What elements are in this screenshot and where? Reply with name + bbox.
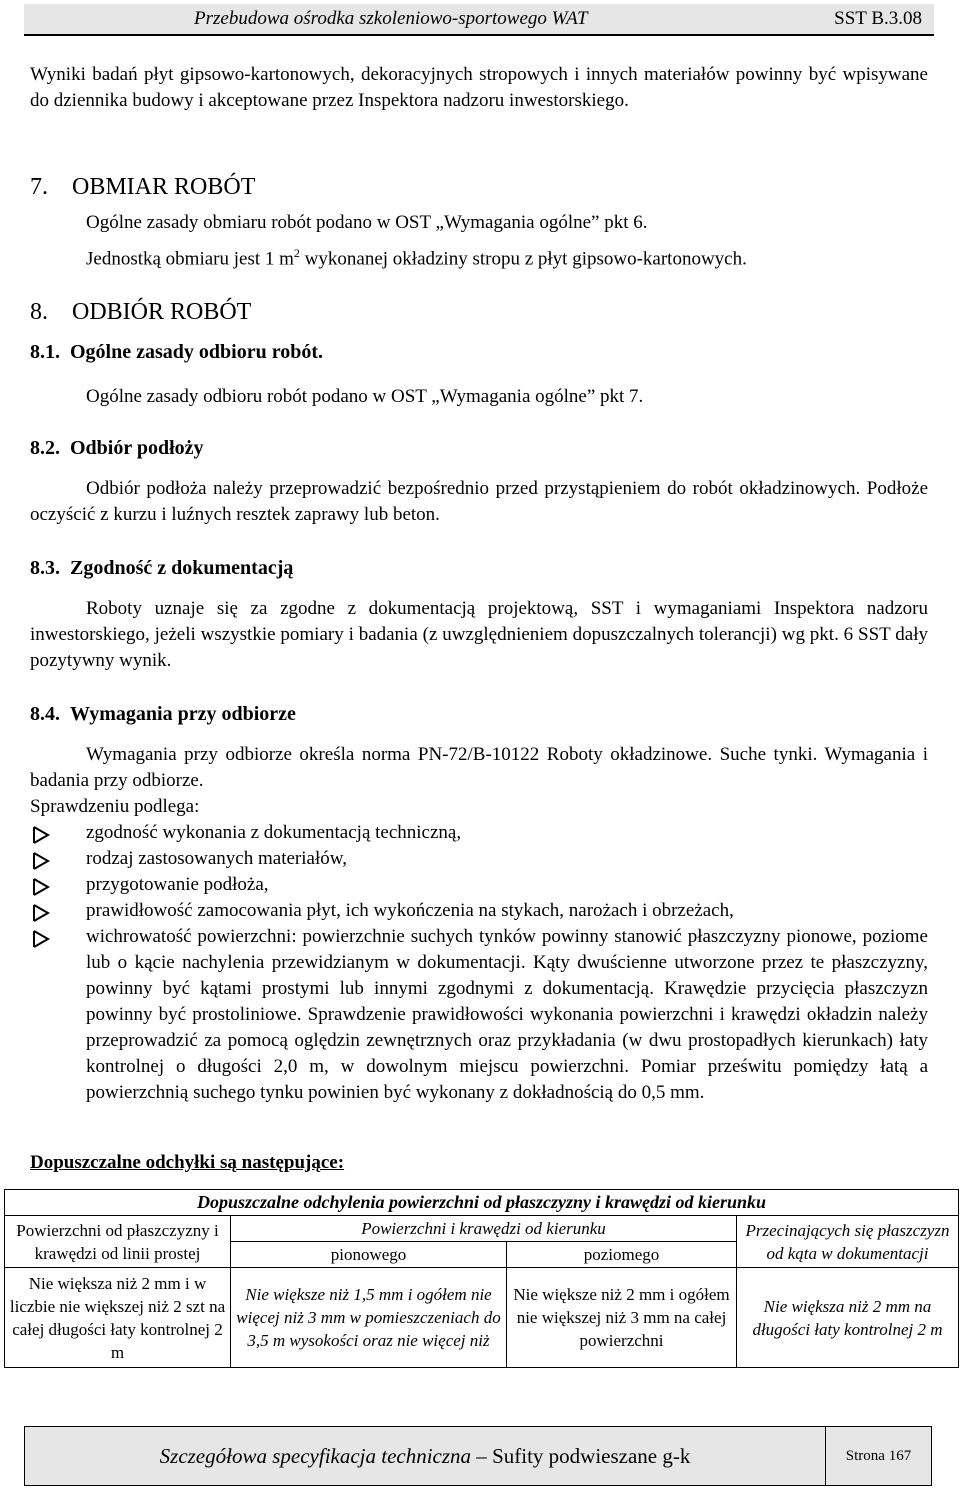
table-cell: Nie większe niż 1,5 mm i ogółem nie więcej niż 3 mm w pomieszczeniach do 3,5 m wysokości oraz nie więcej niż [231, 1268, 507, 1368]
list-item: wichrowatość powierzchni: powierzchnie suchych tynków powinny stanowić płaszczyzny pionowe, poziome lub o kącie nachylenia przewidzianym w dokumentacji. Kąty dwuścienne utworzone przez te płaszczyzny, powinny być kątami prostymi lub innymi zgodnymi z dokumentacją. Krawędzie przycięcia płaszczyzn powinny być prostoliniowe. Sprawdzenie prawidłowości wykonania powierzchni i krawędzi okładzin należy przeprowadzić za pomocą oględzin zewnętrznych oraz przykładania (w dwu prostopadłych kierunkach) łaty kontrolnej o długości 2,0 m, w dowolnym miejscu powierzchni. Pomiar prześwitu pomiędzy łatą a powierzchnią suchego tynku powinien być wykonany z dokładnością do 0,5 mm. [86, 926, 928, 1103]
list-item: rodzaj zastosowanych materiałów, [86, 848, 347, 869]
table-caption-row [5, 1190, 959, 1216]
arrow-bullet-icon [30, 928, 52, 950]
footer-title [25, 1427, 825, 1485]
section-7-text-1: Ogólne zasady obmiaru robót podano w OST „Wymagania ogólne” pkt 6. [86, 212, 648, 233]
section-8-2-title: 8.2. Odbiór podłoży [30, 437, 204, 459]
page-footer [24, 1426, 932, 1486]
table-cell: Nie większe niż 2 mm i ogółem nie większej niż 3 mm na całej powierzchni [507, 1268, 737, 1368]
section-8-2-text: Odbiór podłoża należy przeprowadzić bezpośrednio przed przystąpieniem do robót okładzinowych. Podłoże oczyścić z kurzu i luźnych resztek zaprawy lub beton. [30, 478, 928, 525]
unit-superscript: 2 [293, 246, 300, 260]
section-8-1-title: 8.1. Ogólne zasady odbioru robót. [30, 341, 323, 363]
unit-text-rest: wykonanej okładziny stropu z płyt gipsowo-kartonowych. [299, 248, 747, 270]
col1-header: Powierzchni od płaszczyzny i krawędzi od linii prostej [5, 1216, 231, 1268]
intro-paragraph: Wyniki badań płyt gipsowo-kartonowych, dekoracyjnych stropowych i innych materiałów powinny być wpisywane do dziennika budowy i akceptowane przez Inspektora nadzoru inwestorskiego. [30, 64, 928, 111]
section-8-4-title: 8.4. Wymagania przy odbiorze [30, 703, 296, 725]
table-header-row [5, 1216, 959, 1242]
deviations-title: Dopuszczalne odchyłki są następujące: [30, 1152, 345, 1173]
col23-header: Powierzchni i krawędzi od kierunku [231, 1216, 737, 1242]
arrow-bullet-icon [30, 824, 52, 846]
arrow-bullet-icon [30, 876, 52, 898]
list-item: przygotowanie podłoża, [86, 874, 269, 895]
section-8-3-title: 8.3. Zgodność z dokumentacją [30, 557, 294, 579]
page-header [24, 4, 934, 36]
page-number: Strona 167 [845, 1448, 912, 1464]
list-item: zgodność wykonania z dokumentacją techniczną, [86, 822, 462, 843]
header-spec-code: SST B.3.08 [834, 8, 922, 29]
unit-text: Jednostką obmiaru jest 1 m [86, 248, 294, 270]
arrow-bullet-icon [30, 850, 52, 872]
section-8-1-text: Ogólne zasady odbioru robót podano w OST „Wymagania ogólne” pkt 7. [86, 386, 644, 407]
section-7-text-2 [86, 240, 747, 272]
table-row [5, 1268, 959, 1368]
table-cell: Nie większa niż 2 mm na długości łaty kontrolnej 2 m [737, 1268, 959, 1368]
col3-header: poziomego [507, 1242, 737, 1268]
check-intro: Sprawdzeniu podlega: [30, 796, 200, 817]
footer-title-italic: Szczegółowa specyfikacja techniczna – [159, 1444, 493, 1468]
footer-title-normal: Sufity podwieszane g-k [492, 1444, 691, 1468]
arrow-bullet-icon [30, 902, 52, 924]
deviations-table [4, 1189, 959, 1368]
table-caption: Dopuszczalne odchylenia powierzchni od płaszczyzny i krawędzi od kierunku [5, 1190, 959, 1216]
header-title: Przebudowa ośrodka szkoleniowo-sportowego WAT [194, 8, 588, 29]
section-8-4-text: Wymagania przy odbiorze określa norma PN-72/B-10122 Roboty okładzinowe. Suche tynki. Wymagania i badania przy odbiorze. [30, 744, 928, 791]
table-cell: Nie większa niż 2 mm i w liczbie nie większej niż 2 szt na całej długości łaty kontrolnej 2 m [5, 1268, 231, 1368]
section-8-heading: 8. ODBIÓR ROBÓT [30, 299, 252, 325]
section-8-3-text: Roboty uznaje się za zgodne z dokumentacją projektową, SST i wymaganiami Inspektora nadzoru inwestorskiego, jeżeli wszystkie pomiary i badania (z uwzględnieniem dopuszczalnych tolerancji) wg pkt. 6 SST dały pozytywny wynik. [30, 598, 928, 671]
section-7-heading: 7. OBMIAR ROBÓT [30, 174, 256, 200]
list-item: prawidłowość zamocowania płyt, ich wykończenia na stykach, narożach i obrzeżach, [86, 900, 734, 921]
col4-header: Przecinających się płaszczyzn od kąta w dokumentacji [737, 1216, 959, 1268]
col2-header: pionowego [231, 1242, 507, 1268]
